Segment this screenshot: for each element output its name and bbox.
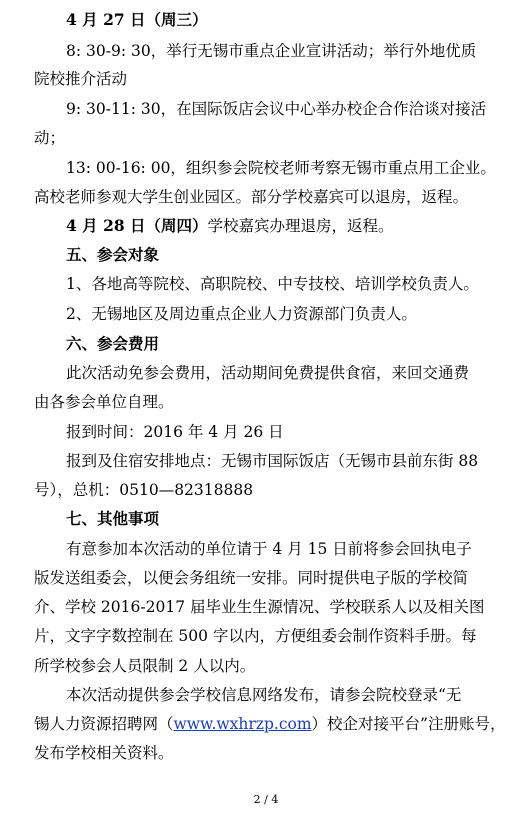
registration-time: 报到时间：2016 年 4 月 26 日 bbox=[66, 423, 284, 441]
fees-paragraph: 此次活动免参会费用，活动期间免费提供食宿，来回交通费 bbox=[66, 364, 470, 382]
attendee-item: 1、各地高等院校、高职院校、中专技校、培训学校负责人。 bbox=[66, 275, 479, 293]
other-paragraph: 介、学校 2016-2017 届毕业生生源情况、学校联系人以及相关图 bbox=[34, 598, 485, 616]
publish-paragraph: 本次活动提供参会学校信息网络发布，请参会院校登录“无 bbox=[66, 686, 462, 704]
registration-location: 号），总机：0510—82318888 bbox=[34, 481, 254, 499]
section-heading-other: 七、其他事项 bbox=[66, 509, 160, 528]
other-paragraph: 片，文字字数控制在 500 字以内，方便组委会制作资料手册。每 bbox=[34, 627, 477, 645]
schedule-line: 8: 30-9: 30，举行无锡市重点企业宣讲活动；举行外地优质 bbox=[66, 42, 477, 60]
date-line-text: 学校嘉宾办理退房，返程。 bbox=[207, 217, 394, 235]
fees-paragraph: 由各参会单位自理。 bbox=[34, 393, 174, 411]
other-paragraph: 有意参加本次活动的单位请于 4 月 15 日前将参会回执电子 bbox=[66, 540, 472, 558]
schedule-line: 高校老师参观大学生创业园区。部分学校嘉宾可以退房，返程。 bbox=[34, 188, 469, 206]
page-number: 2 / 4 bbox=[253, 793, 279, 806]
publish-text: 锡人力资源招聘网（ bbox=[34, 715, 174, 733]
section-heading-attendees: 五、参会对象 bbox=[66, 245, 160, 264]
attendee-item: 2、无锡地区及周边重点企业人力资源部门负责人。 bbox=[66, 305, 417, 323]
publish-text: ）校企对接平台”注册账号， bbox=[311, 715, 506, 733]
date-line-apr28 bbox=[66, 215, 509, 237]
date-heading-apr27: 4 月 27 日（周三） bbox=[66, 10, 208, 29]
schedule-line: 院校推介活动 bbox=[34, 70, 128, 88]
other-paragraph: 所学校参会人员限制 2 人以内。 bbox=[34, 657, 256, 675]
schedule-line: 13: 00-16: 00，组织参会院校老师考察无锡市重点用工企业。 bbox=[66, 159, 496, 177]
schedule-line: 动； bbox=[34, 129, 66, 147]
publish-paragraph: 发布学校相关资料。 bbox=[34, 744, 174, 762]
other-paragraph: 版发送组委会，以便会务组统一安排。同时提供电子版的学校简 bbox=[34, 569, 469, 587]
publish-paragraph bbox=[34, 713, 509, 735]
section-heading-fees: 六、参会费用 bbox=[66, 334, 160, 353]
registration-location: 报到及住宿安排地点：无锡市国际饭店（无锡市县前东街 88 bbox=[66, 452, 479, 470]
date-heading-apr28: 4 月 28 日（周四） bbox=[66, 216, 208, 235]
schedule-line: 9: 30-11: 30，在国际饭店会议中心举办校企合作洽谈对接活 bbox=[66, 100, 487, 118]
website-link[interactable]: www.wxhrzp.com bbox=[173, 715, 312, 733]
